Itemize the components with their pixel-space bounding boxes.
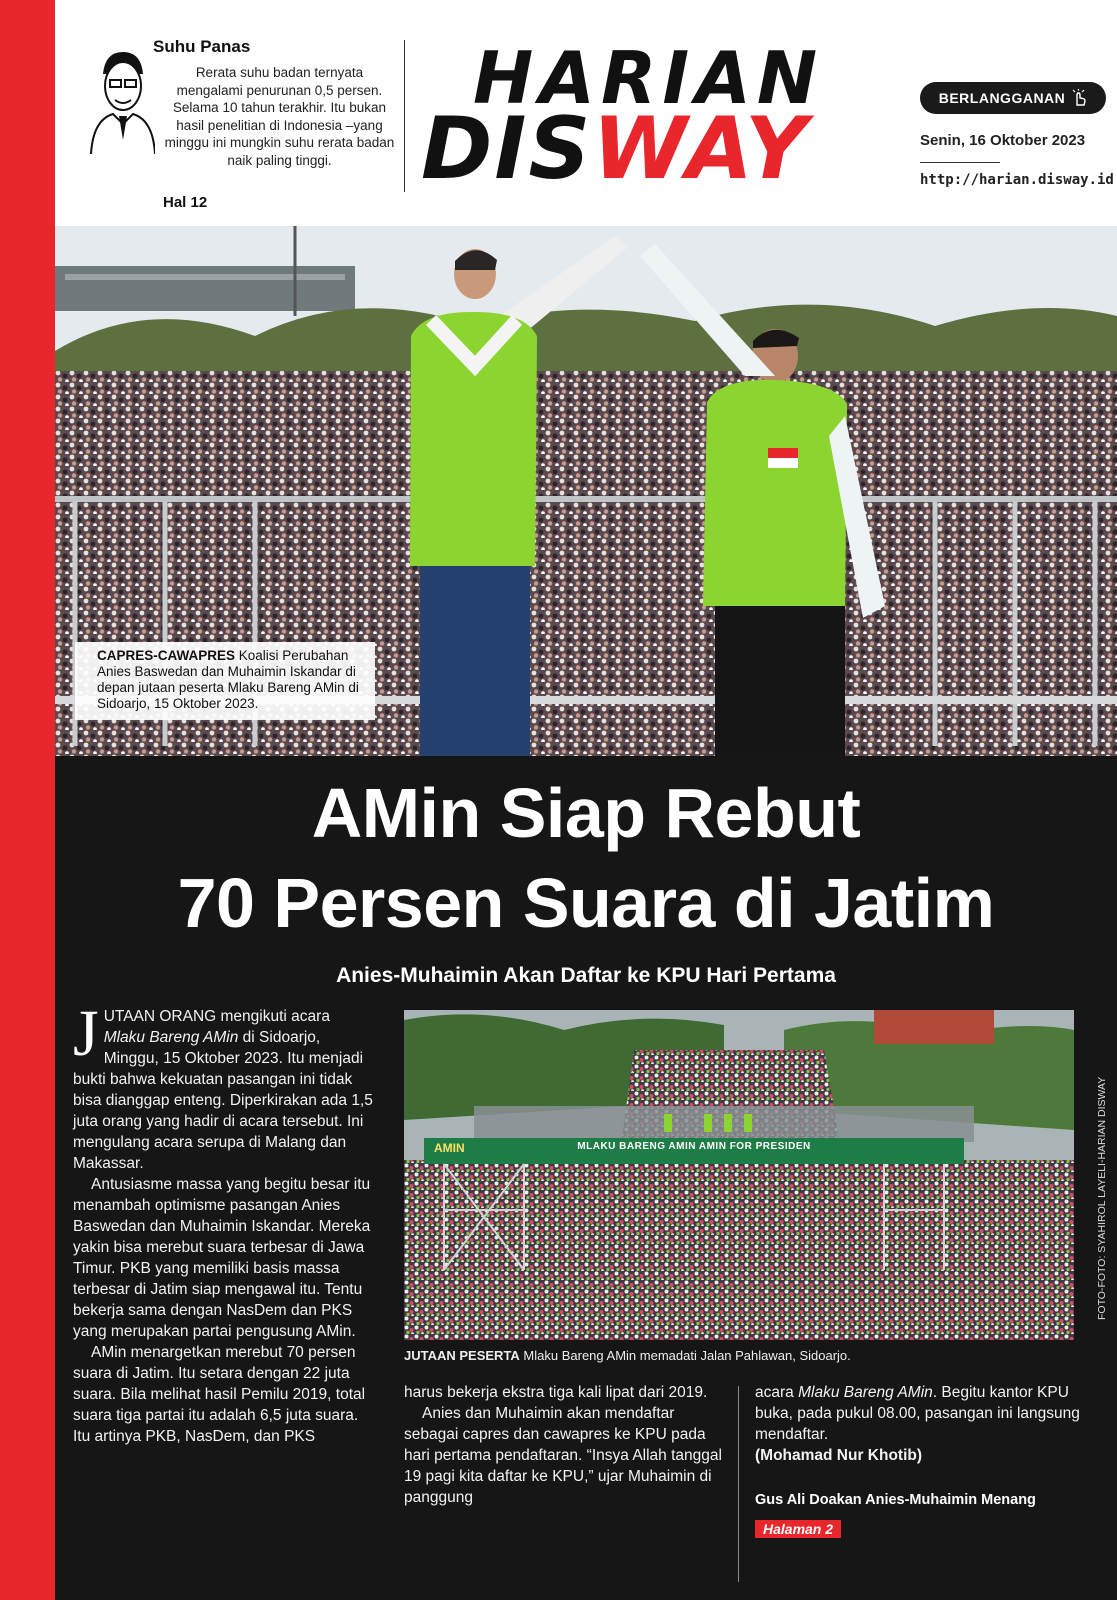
stage-banner-logo: AMIN: [434, 1141, 465, 1155]
columnist-portrait-sketch: [83, 44, 155, 154]
masthead-way: WAY: [592, 99, 810, 199]
article-text: acara: [755, 1384, 799, 1401]
article-column-1: [73, 997, 373, 1447]
pointing-hand-icon: [1071, 89, 1087, 107]
site-url[interactable]: http://harian.disway.id: [920, 172, 1114, 188]
column-page-ref[interactable]: Hal 12: [163, 194, 208, 211]
hero-photo-caption: [75, 642, 375, 720]
related-story-title[interactable]: Gus Ali Doakan Anies-Muhaimin Menang: [755, 1492, 1036, 1508]
article-paragraph: [755, 1382, 1085, 1445]
article-paragraph: AMin menargetkan merebut 70 persen suara di Jatim. Itu setara dengan 22 juta suara. Bila melihat hasil Pemilu 2019, total suara tiga partai itu adalah 6,5 juta suara. Itu artinya PKB, NasDem, dan PKS: [73, 1344, 366, 1445]
article-column-3: [755, 1382, 1085, 1466]
rally-aerial-photo: [404, 1010, 1074, 1340]
headline[interactable]: [55, 768, 1117, 948]
article-paragraph: harus bekerja ekstra tiga kali lipat dari 2019.: [404, 1384, 708, 1401]
hero-caption-text: Koalisi Perubahan Anies Baswedan dan Muhaimin Iskandar di depan jutaan peserta Mlaku Bareng AMin di Sidoarjo, 15 Oktober 2023.: [97, 648, 359, 711]
headline-line-1: AMin Siap Rebut: [311, 774, 861, 852]
masthead-dis: DIS: [421, 99, 593, 199]
subscribe-button[interactable]: [920, 82, 1106, 114]
article-text: UTAAN ORANG mengikuti acara: [103, 1008, 330, 1025]
article-text-italic: Mlaku Bareng AMin: [103, 1029, 239, 1046]
page-header: [55, 0, 1117, 228]
date-rule: [920, 162, 1000, 163]
main-story: [55, 756, 1117, 1600]
subheadline: Anies-Muhaimin Akan Daftar ke KPU Hari Pertama: [336, 964, 836, 987]
article-text: di Sidoarjo, Minggu, 15 Oktober 2023. Itu menjadi bukti bahwa kekuatan pasangan ini tidak bisa dianggap enteng. Diperkirakan ada 1,5 juta orang yang hadir di acara tersebut. Ini mengulang acara serupa di Malang dan Makassar.: [73, 1029, 373, 1172]
issue-date: Senin, 16 Oktober 2023: [920, 132, 1086, 149]
masthead-harian: HARIAN: [473, 36, 824, 120]
stage-banner-text: MLAKU BARENG AMIN AMIN FOR PRESIDEN: [577, 1141, 811, 1152]
article-column-2: [404, 1382, 724, 1508]
hero-caption-lead: CAPRES-CAWAPRES: [97, 648, 236, 663]
rally-aerial-illustration: [404, 1010, 1074, 1340]
drop-cap: J: [73, 997, 99, 1070]
column-teaser: Rerata suhu badan ternyata mengalami penurunan 0,5 persen. Selama 10 tahun terakhir. Itu bukan hasil penelitian di Indonesia –yang minggu ini mungkin suhu rerata badan naik paling tinggi.: [164, 65, 395, 168]
related-story-page-badge[interactable]: Halaman 2: [755, 1520, 841, 1538]
article-text: . Begitu kantor KPU buka, pada pukul 08.00, pasangan ini langsung mendaftar.: [755, 1384, 1080, 1443]
article-paragraph: [73, 997, 373, 1174]
rally-caption-lead: JUTAAN PESERTA: [404, 1348, 520, 1363]
column-title: Suhu Panas: [153, 37, 251, 56]
header-divider: [404, 40, 405, 192]
left-red-bar: [0, 0, 55, 1600]
subscribe-label: BERLANGGANAN: [938, 90, 1066, 106]
article-author: (Mohamad Nur Khotib): [755, 1447, 923, 1464]
article-paragraph: Anies dan Muhaimin akan mendaftar sebagai capres dan cawapres ke KPU pada hari pertama pendaftaran. “Insya Allah tanggal 19 pagi kita daftar ke KPU,” ujar Muhaimin di panggung: [404, 1405, 722, 1506]
headline-line-2: 70 Persen Suara di Jatim: [177, 864, 995, 942]
rally-caption-text: Mlaku Bareng AMin memadati Jalan Pahlawan, Sidoarjo.: [519, 1348, 851, 1363]
photo-credit: [1094, 1020, 1108, 1320]
rally-photo-caption: [404, 1348, 1084, 1363]
masthead-disway: [421, 99, 810, 199]
column-divider: [738, 1386, 739, 1582]
hero-photo: [55, 226, 1117, 756]
article-paragraph: Antusiasme massa yang begitu besar itu menambah optimisme pasangan Anies Baswedan dan Muhaimin Iskandar. Mereka yakin bisa merebut suara terbesar di Jawa Timur. PKB yang memiliki basis massa terbesar di Jatim siap mengawal itu. Tentu bekerja sama dengan NasDem dan PKS yang merupakan partai pengusung AMin.: [73, 1176, 371, 1340]
article-text-italic: Mlaku Bareng AMin: [798, 1384, 933, 1401]
photo-credit-text: FOTO-FOTO: SYAHIROL LAYELI-HARIAN DISWAY: [1096, 1076, 1108, 1320]
